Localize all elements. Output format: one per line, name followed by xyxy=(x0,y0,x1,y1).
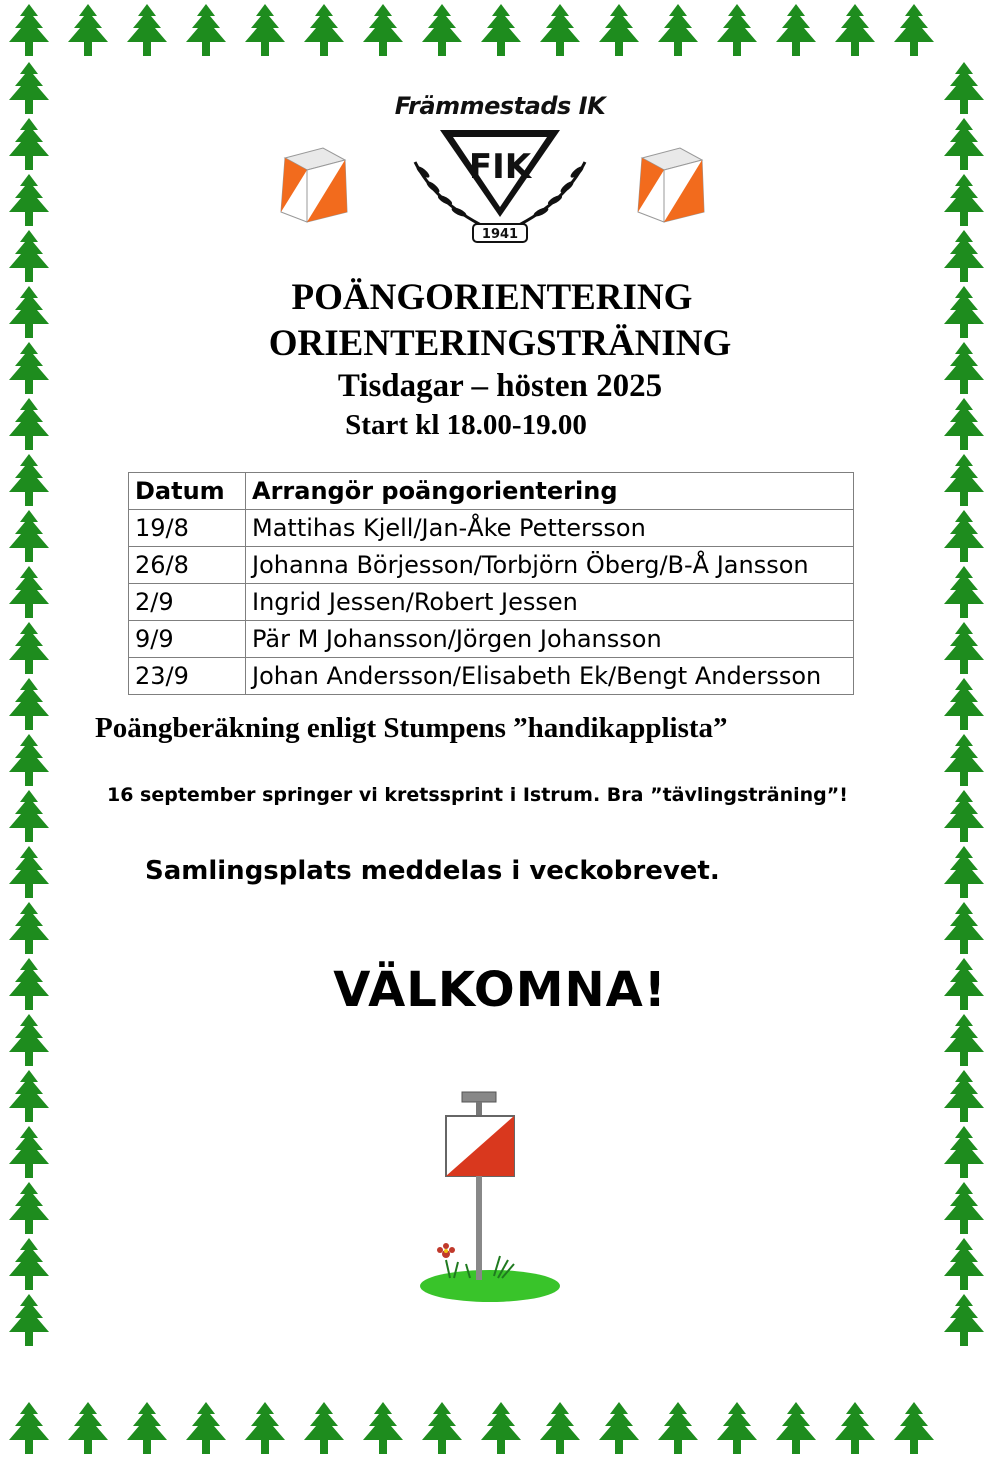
row-date: 26/8 xyxy=(129,547,246,584)
pine-tree-icon xyxy=(0,1012,58,1070)
pine-tree-icon xyxy=(0,620,58,678)
pine-tree-icon xyxy=(767,1400,825,1458)
pine-tree-icon xyxy=(0,1236,58,1294)
scoring-note: Poängberäkning enligt Stumpens ”handikapplista” xyxy=(95,712,728,744)
row-organizer: Pär M Johansson/Jörgen Johansson xyxy=(246,621,854,658)
pine-tree-icon xyxy=(935,564,993,622)
pine-tree-icon xyxy=(935,732,993,790)
pine-tree-icon xyxy=(935,116,993,174)
pine-tree-icon xyxy=(935,172,993,230)
pine-tree-icon xyxy=(0,844,58,902)
sprint-note: 16 september springer vi kretssprint i Istrum. Bra ”tävlingsträning”! xyxy=(107,784,848,806)
row-date: 19/8 xyxy=(129,510,246,547)
pine-tree-icon xyxy=(0,172,58,230)
emblem-letters: FIK xyxy=(468,147,532,187)
welcome-heading: VÄLKOMNA! xyxy=(333,962,667,1018)
pine-tree-icon xyxy=(177,1400,235,1458)
tree-border-top xyxy=(0,2,1000,62)
pine-tree-icon xyxy=(708,2,766,60)
pine-tree-icon xyxy=(413,2,471,60)
meeting-note: Samlingsplats meddelas i veckobrevet. xyxy=(145,856,720,886)
pine-tree-icon xyxy=(0,452,58,510)
title-line-2: ORIENTERINGSTRÄNING xyxy=(268,323,732,364)
table-header-row xyxy=(129,473,854,510)
tree-border-right xyxy=(935,0,995,1471)
pine-tree-icon xyxy=(935,788,993,846)
pine-tree-icon xyxy=(118,1400,176,1458)
orienteering-flag-icon xyxy=(275,140,350,225)
pine-tree-icon xyxy=(531,1400,589,1458)
schedule-table xyxy=(128,472,854,695)
pine-tree-icon xyxy=(935,452,993,510)
pine-tree-icon xyxy=(590,2,648,60)
orienteering-flag-icon xyxy=(632,140,707,225)
pine-tree-icon xyxy=(935,1068,993,1126)
club-logo xyxy=(375,92,625,252)
pine-tree-icon xyxy=(935,60,993,118)
pine-tree-icon xyxy=(935,1236,993,1294)
pine-tree-icon xyxy=(413,1400,471,1458)
pine-tree-icon xyxy=(0,788,58,846)
pine-tree-icon xyxy=(0,732,58,790)
pine-tree-icon xyxy=(935,1124,993,1182)
row-date: 23/9 xyxy=(129,658,246,695)
row-organizer: Mattihas Kjell/Jan-Åke Pettersson xyxy=(246,510,854,547)
pine-tree-icon xyxy=(0,564,58,622)
pine-tree-icon xyxy=(649,2,707,60)
pine-tree-icon xyxy=(826,2,884,60)
row-date: 9/9 xyxy=(129,621,246,658)
pine-tree-icon xyxy=(118,2,176,60)
pine-tree-icon xyxy=(0,1292,58,1350)
pine-tree-icon xyxy=(935,1292,993,1350)
pine-tree-icon xyxy=(177,2,235,60)
table-row xyxy=(129,621,854,658)
pine-tree-icon xyxy=(935,1180,993,1238)
pine-tree-icon xyxy=(295,2,353,60)
pine-tree-icon xyxy=(935,1012,993,1070)
pine-tree-icon xyxy=(935,900,993,958)
pine-tree-icon xyxy=(0,60,58,118)
pine-tree-icon xyxy=(59,2,117,60)
title-line-3: Tisdagar – hösten 2025 xyxy=(337,368,663,404)
pine-tree-icon xyxy=(236,1400,294,1458)
pine-tree-icon xyxy=(0,1124,58,1182)
row-date: 2/9 xyxy=(129,584,246,621)
title-line-1: POÄNGORIENTERING xyxy=(291,277,693,318)
founded-year: 1941 xyxy=(481,227,519,242)
pine-tree-icon xyxy=(0,1180,58,1238)
pine-tree-icon xyxy=(0,508,58,566)
table-row xyxy=(129,658,854,695)
pine-tree-icon xyxy=(0,676,58,734)
pine-tree-icon xyxy=(590,1400,648,1458)
control-point-icon xyxy=(410,1088,570,1308)
pine-tree-icon xyxy=(935,676,993,734)
club-name: Främmestads IK xyxy=(394,92,606,120)
row-organizer: Johanna Börjesson/Torbjörn Öberg/B-Å Jansson xyxy=(246,547,854,584)
pine-tree-icon xyxy=(0,900,58,958)
tree-border-bottom xyxy=(0,1400,1000,1460)
pine-tree-icon xyxy=(708,1400,766,1458)
pine-tree-icon xyxy=(295,1400,353,1458)
pine-tree-icon xyxy=(354,2,412,60)
pine-tree-icon xyxy=(649,1400,707,1458)
pine-tree-icon xyxy=(826,1400,884,1458)
header-date: Datum xyxy=(129,473,246,510)
pine-tree-icon xyxy=(472,1400,530,1458)
pine-tree-icon xyxy=(0,1068,58,1126)
pine-tree-icon xyxy=(0,116,58,174)
pine-tree-icon xyxy=(935,844,993,902)
pine-tree-icon xyxy=(472,2,530,60)
pine-tree-icon xyxy=(767,2,825,60)
title-line-4: Start kl 18.00-19.00 xyxy=(345,409,587,441)
pine-tree-icon xyxy=(935,508,993,566)
pine-tree-icon xyxy=(236,2,294,60)
pine-tree-icon xyxy=(354,1400,412,1458)
table-row xyxy=(129,547,854,584)
row-organizer: Johan Andersson/Elisabeth Ek/Bengt Andersson xyxy=(246,658,854,695)
row-organizer: Ingrid Jessen/Robert Jessen xyxy=(246,584,854,621)
tree-border-left xyxy=(0,0,60,1471)
pine-tree-icon xyxy=(59,1400,117,1458)
club-emblem xyxy=(375,92,625,252)
table-row xyxy=(129,584,854,621)
table-row xyxy=(129,510,854,547)
pine-tree-icon xyxy=(531,2,589,60)
header-organizer: Arrangör poängorientering xyxy=(246,473,854,510)
pine-tree-icon xyxy=(935,620,993,678)
